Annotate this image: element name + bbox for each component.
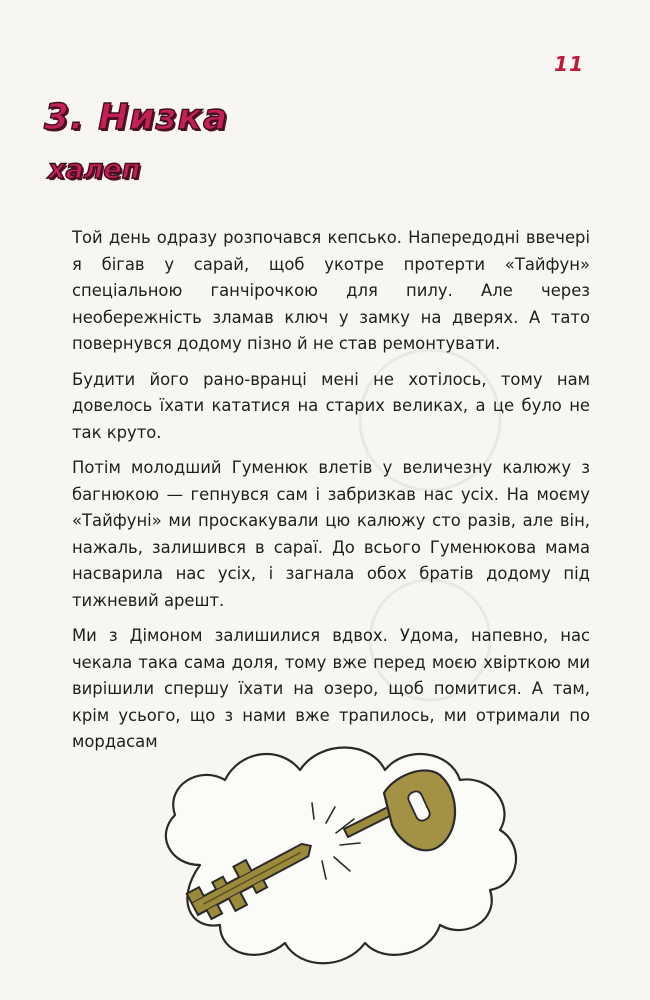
paragraph: Ми з Дімоном залишилися вдвох. Удома, напевно, нас чекала така сама доля, тому вже перед моєю хвірткою ми вирішили спершу їхати на озеро, щоб помитися. А там, крім усього, що з нами вже трапилось, ми отримали по мордасам bbox=[72, 626, 590, 751]
paragraph: Той день одразу розпочався кепсько. Напередодні ввечері я бігав у сарай, щоб укотре протерти «Тайфун» спеціальною ганчірочкою для пилу. Але через необережність зламав ключ у замку на дверях. А тато повернувся додому пізно й не став ремонтувати. bbox=[72, 228, 590, 353]
cloud-shape bbox=[166, 748, 516, 964]
chapter-heading bbox=[44, 97, 229, 185]
paragraph: Будити його рано-вранці мені не хотілось, тому нам довелось їхати кататися на старих великах, а це було не так круто. bbox=[72, 369, 590, 442]
page-number: 11 bbox=[554, 52, 584, 76]
chapter-title-line1: 3. Низка bbox=[44, 97, 229, 138]
broken-key-illustration bbox=[130, 715, 530, 985]
chapter-title-line2: халеп bbox=[48, 154, 141, 185]
paragraph: Потім молодший Гуменюк влетів у величезну калюжу з багнюкою — гепнувся сам і забризкав нас усіх. На моєму «Тайфуні» ми проскакували цю калюжу сто разів, але він, нажаль, залишився в сараї. До всього Гуменюкова мама насварила нас усіх, і загнала обох братів додому під тижневий арешт. bbox=[72, 458, 590, 610]
body-text bbox=[72, 225, 590, 765]
